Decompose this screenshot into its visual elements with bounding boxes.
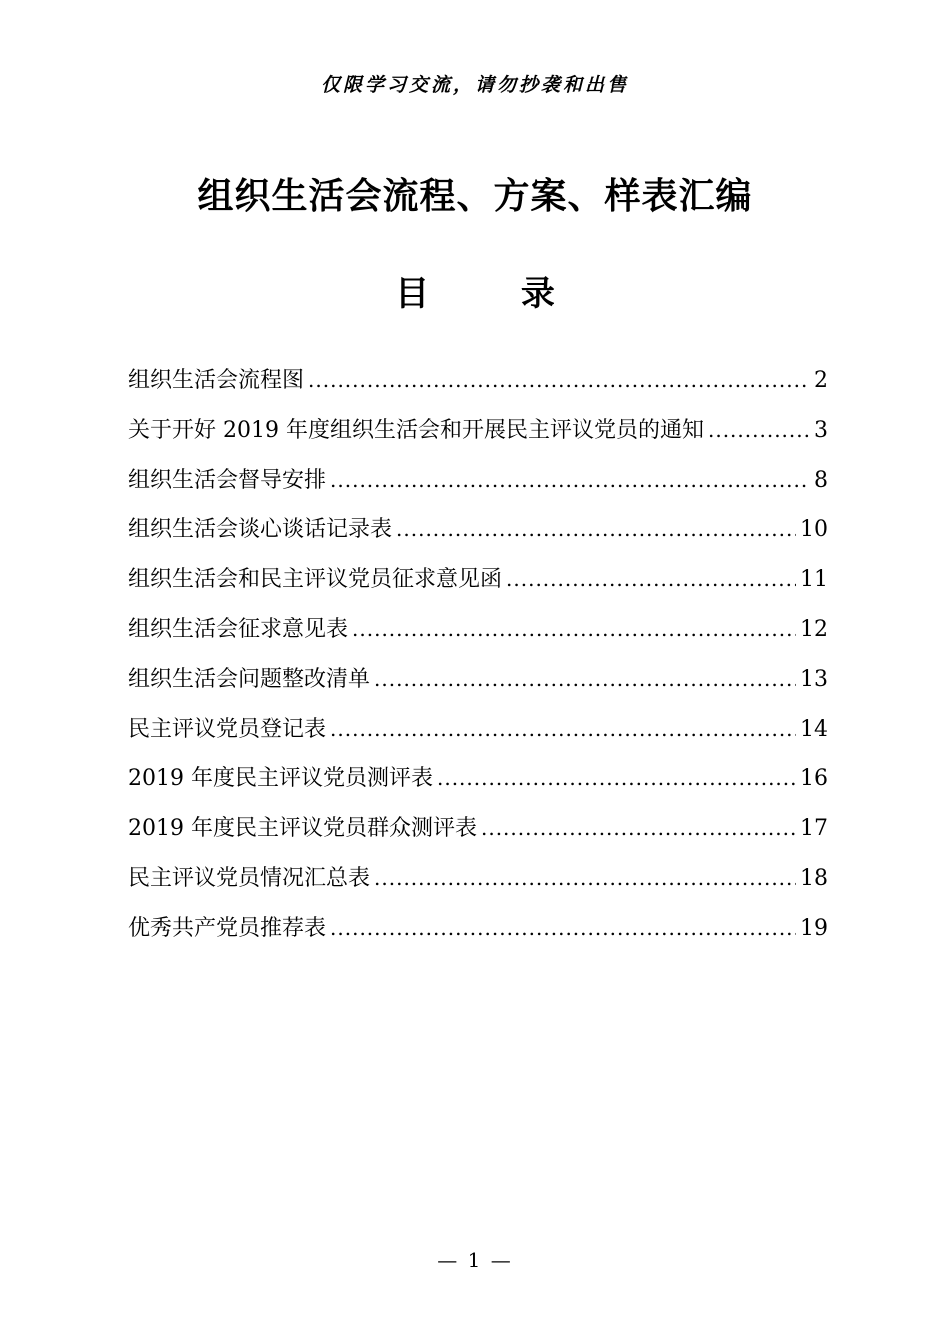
toc-item-page: 8 xyxy=(814,467,828,493)
toc-item-label: 组织生活会问题整改清单 xyxy=(128,666,371,692)
toc-item-label: 民主评议党员情况汇总表 xyxy=(128,865,371,891)
toc-item[interactable] xyxy=(128,856,828,906)
toc-item-page: 3 xyxy=(814,417,828,443)
toc-item-label: 优秀共产党员推荐表 xyxy=(128,915,327,941)
toc-dot-leader xyxy=(374,856,796,900)
toc-dot-leader xyxy=(330,458,810,502)
page-number-footer: — 1 — xyxy=(437,1248,513,1272)
toc-item-label: 组织生活会和民主评议党员征求意见函 xyxy=(128,567,503,593)
toc-item[interactable] xyxy=(128,707,828,757)
toc-dot-leader xyxy=(330,707,796,751)
toc-item[interactable] xyxy=(128,408,828,458)
toc-dot-leader xyxy=(352,607,796,651)
toc-item[interactable] xyxy=(128,906,828,956)
toc-item-page: 12 xyxy=(800,616,828,642)
toc-item[interactable] xyxy=(128,806,828,856)
document-title: 组织生活会流程、方案、样表汇编 xyxy=(197,175,753,217)
toc-item-page: 17 xyxy=(800,816,828,842)
toc-dot-leader xyxy=(374,657,796,701)
toc-item-page: 10 xyxy=(800,517,828,543)
toc-dot-leader xyxy=(437,756,796,800)
toc-item[interactable] xyxy=(128,458,828,508)
toc-dot-leader xyxy=(308,358,810,402)
toc-item-label: 2019 年度民主评议党员测评表 xyxy=(128,766,433,792)
toc-dot-leader xyxy=(506,557,796,601)
toc-item-label: 组织生活会征求意见表 xyxy=(128,616,349,642)
toc-item-page: 16 xyxy=(800,766,828,792)
toc-item-page: 2 xyxy=(814,368,828,393)
toc-item-label: 民主评议党员登记表 xyxy=(128,716,327,742)
toc-item[interactable] xyxy=(128,607,828,657)
toc-item[interactable] xyxy=(128,657,828,707)
toc-item-page: 19 xyxy=(800,915,828,941)
toc-item-page: 14 xyxy=(800,716,828,742)
toc-dot-leader xyxy=(708,408,810,452)
header-notice: 仅限学习交流，请勿抄袭和出售 xyxy=(320,74,629,96)
toc-item[interactable] xyxy=(128,358,828,408)
toc-item-label: 组织生活会流程图 xyxy=(128,368,305,393)
toc-item-label: 2019 年度民主评议党员群众测评表 xyxy=(128,816,477,842)
toc-item-page: 13 xyxy=(800,666,828,692)
toc-item-page: 11 xyxy=(800,567,828,593)
toc-item-label: 组织生活会督导安排 xyxy=(128,467,327,493)
toc-dot-leader xyxy=(330,906,796,950)
toc-item-label: 组织生活会谈心谈话记录表 xyxy=(128,517,393,543)
toc-item-label: 关于开好 2019 年度组织生活会和开展民主评议党员的通知 xyxy=(128,417,704,443)
toc-dot-leader xyxy=(481,806,796,850)
toc-dot-leader xyxy=(396,507,796,551)
toc-heading: 目 录 xyxy=(395,274,595,314)
toc-item[interactable] xyxy=(128,557,828,607)
toc-item[interactable] xyxy=(128,756,828,806)
toc-item-page: 18 xyxy=(800,865,828,891)
table-of-contents xyxy=(128,358,828,956)
toc-item[interactable] xyxy=(128,507,828,557)
